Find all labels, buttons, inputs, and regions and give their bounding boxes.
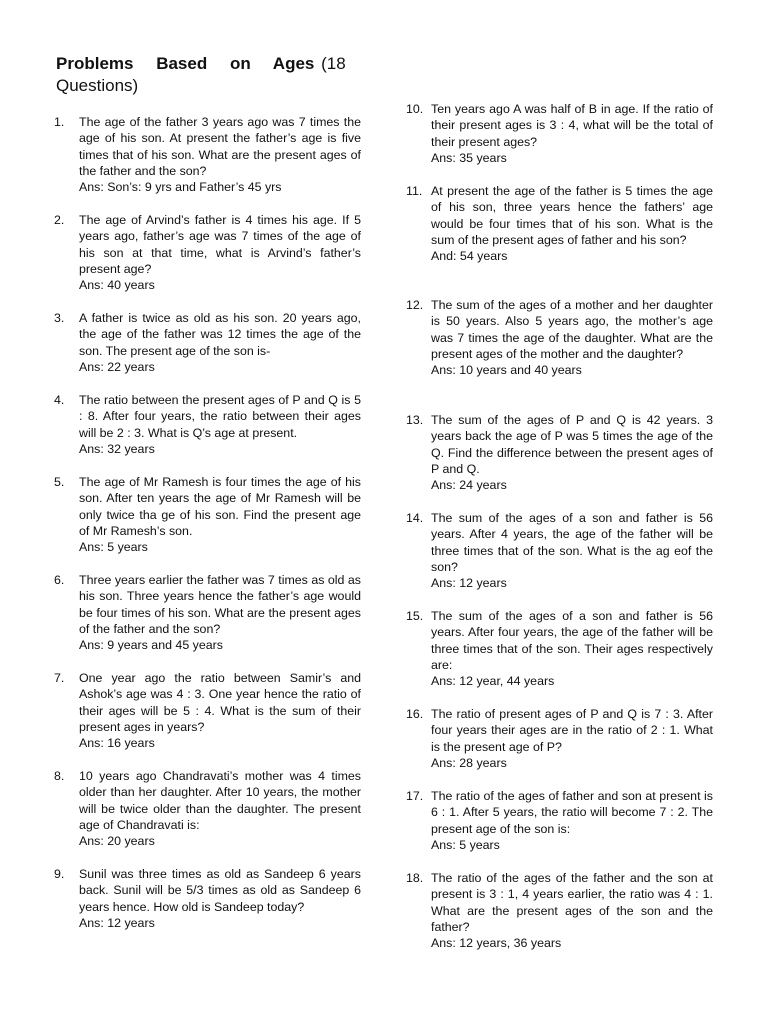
- question-text: The age of the father 3 years ago was 7 times the age of his son. At present the father’s age is five times that of his son. What are the present ages of the father and the son?: [79, 115, 361, 178]
- question-item: [54, 866, 361, 931]
- question-number: 12.: [406, 298, 424, 312]
- question-number: 10.: [406, 102, 424, 116]
- question-number: 13.: [406, 413, 424, 427]
- question-number: 3.: [54, 311, 65, 325]
- title-question-count: (18 Questions): [56, 54, 346, 95]
- question-number: 18.: [406, 871, 424, 885]
- question-number: 7.: [54, 671, 65, 685]
- question-answer: Ans: 16 years: [79, 736, 155, 751]
- question-number: 14.: [406, 511, 424, 525]
- question-number: 4.: [54, 393, 65, 407]
- question-item: [54, 212, 361, 293]
- question-text: The sum of the ages of a son and father is 56 years. After four years, the age of the father will be three times that of the son. Their ages respectively are:: [431, 609, 713, 672]
- question-item: [54, 310, 361, 375]
- question-number: 11.: [406, 184, 423, 198]
- question-item: [406, 608, 713, 689]
- question-answer: Ans: 32 years: [79, 441, 155, 456]
- question-text: The age of Arvind’s father is 4 times his age. If 5 years ago, father’s age was 7 times of the age of his son at that time, what is Arvind’s father’s present age?: [79, 213, 361, 276]
- question-number: 1.: [54, 115, 65, 129]
- question-text: Sunil was three times as old as Sandeep 6 years back. Sunil will be 5/3 times as old as Sandeep 6 years hence. How old is Sandeep today?: [79, 867, 361, 914]
- question-text: The ratio of the ages of father and son at present is 6 : 1. After 5 years, the ratio will become 7 : 2. The present age of the son is:: [431, 789, 713, 836]
- question-number: 2.: [54, 213, 65, 227]
- question-number: 6.: [54, 573, 65, 587]
- question-text: The age of Mr Ramesh is four times the age of his son. After ten years the age of Mr Ramesh will be only twice tha ge of his son. Find the present age of Mr Ramesh’s son.: [79, 475, 361, 538]
- question-text: The ratio between the present ages of P and Q is 5 : 8. After four years, the ratio between their ages will be 2 : 3. What is Q’s age at present.: [79, 393, 361, 440]
- question-answer: Ans: 12 years: [79, 915, 155, 930]
- question-text: The sum of the ages of a mother and her daughter is 50 years. Also 5 years ago, the mother’s age was 7 times the age of the daughter. What are the present ages of the mother and the daughter?: [431, 298, 713, 361]
- question-answer: Ans: 10 years and 40 years: [431, 363, 582, 378]
- question-item: [406, 297, 713, 378]
- question-answer: Ans: 12 years, 36 years: [431, 936, 562, 951]
- question-item: [406, 510, 713, 591]
- question-answer: Ans: 40 years: [79, 278, 155, 293]
- question-answer: Ans: 12 years: [431, 576, 507, 591]
- question-text: At present the age of the father is 5 times the age of his son, three years hence the fathers’ age would be four times that of his son. What is the sum of the present ages of father and his son?: [431, 184, 713, 247]
- question-answer: Ans: 24 years: [431, 478, 507, 493]
- question-number: 8.: [54, 769, 65, 783]
- question-item: [406, 412, 713, 493]
- question-answer: Ans: 5 years: [431, 837, 500, 852]
- question-item: [54, 474, 361, 555]
- question-item: [406, 101, 713, 166]
- question-item: [54, 670, 361, 751]
- question-number: 9.: [54, 867, 65, 881]
- question-text: The ratio of the ages of the father and the son at present is 3 : 1, 4 years earlier, the ratio was 4 : 1. What are the present ages of the son and the father?: [431, 871, 713, 934]
- question-text: Ten years ago A was half of B in age. If the ratio of their present ages is 3 : 4, what will be the total of their present ages?: [431, 102, 713, 149]
- question-answer: Ans: 22 years: [79, 359, 155, 374]
- question-item: [406, 788, 713, 853]
- page-title: [56, 53, 362, 97]
- question-answer: Ans: 9 years and 45 years: [79, 638, 223, 653]
- question-answer: Ans: 12 year, 44 years: [431, 674, 555, 689]
- title-main: Problems Based on Ages: [56, 54, 315, 73]
- question-text: The ratio of present ages of P and Q is 7 : 3. After four years their ages are in the ratio of 2 : 1. What is the present age of P?: [431, 707, 713, 754]
- question-item: [54, 768, 361, 849]
- question-text: A father is twice as old as his son. 20 years ago, the age of the father was 12 times the age of the son. The present age of the son is-: [79, 311, 361, 358]
- question-text: 10 years ago Chandravati’s mother was 4 times older than her daughter. After 10 years, the mother will be twice older than the daughter. The present age of Chandravati is:: [79, 769, 361, 832]
- question-number: 15.: [406, 609, 424, 623]
- question-item: [54, 572, 361, 653]
- question-number: 17.: [406, 789, 424, 803]
- question-answer: Ans: 35 years: [431, 150, 507, 165]
- question-answer: Ans: 20 years: [79, 834, 155, 849]
- question-item: [54, 392, 361, 457]
- question-item: [54, 114, 361, 195]
- question-number: 16.: [406, 707, 424, 721]
- question-text: The sum of the ages of P and Q is 42 years. 3 years back the age of P was 5 times the age of the Q. Find the difference between the present ages of P and Q.: [431, 413, 713, 476]
- question-text: One year ago the ratio between Samir’s and Ashok’s age was 4 : 3. One year hence the ratio of their ages will be 5 : 4. What is the sum of their present ages in years?: [79, 671, 361, 734]
- question-item: [406, 870, 713, 951]
- question-item: [406, 706, 713, 771]
- question-answer: Ans: 5 years: [79, 540, 148, 555]
- question-answer: And: 54 years: [431, 249, 508, 264]
- question-item: [406, 183, 713, 264]
- question-answer: Ans: 28 years: [431, 755, 507, 770]
- question-answer: Ans: Son’s: 9 yrs and Father’s 45 yrs: [79, 180, 282, 195]
- question-text: Three years earlier the father was 7 times as old as his son. Three years hence the father’s age would be four times of his son. What are the present ages of the father and the son?: [79, 573, 361, 636]
- question-number: 5.: [54, 475, 65, 489]
- question-text: The sum of the ages of a son and father is 56 years. After 4 years, the age of the father will be three times that of the son. What is the ag eof the son?: [431, 511, 713, 574]
